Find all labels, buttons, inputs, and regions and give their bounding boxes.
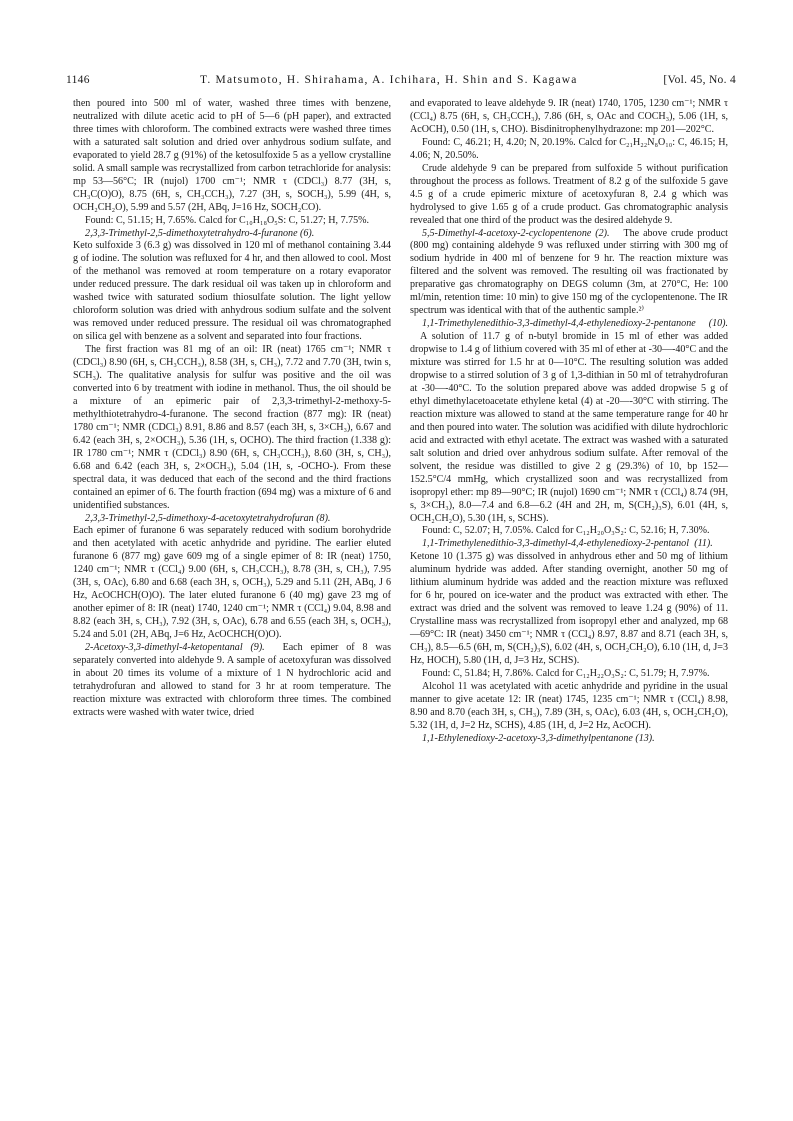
body-paragraph: and evaporated to leave aldehyde 9. IR (neat) 1740, 1705, 1230 cm⁻¹; NMR τ (CCl₄) 8.75 (6H, s, CH₃CCH₃), 7.86 (6H, s, OAc and COCH₃), 5.06 (1H, s, AcOCH), 0.50 (1H, s, CHO). Bisdinitrophenylhydrazone: mp 201—202°C. [410, 98, 728, 135]
body-paragraph: then poured into 500 ml of water, washed three times with benzene, neutralized with dilute acetic acid to pH of 5—6 (pH paper), and extracted three times with chloroform. The combined extracts were washed three times with a saturated salt solution and dried over anhydrous sodium sulfate, and evaporated to yield 28.7 g (91%) of the ketosulfoxide 5 as a yellow crystalline solid. A small sample was recrystallized from carbon tetrachloride for analysis: mp 53—56°C; IR (nujol) 1700 cm⁻¹; NMR τ (CDCl₃) 8.77 (3H, s, CH₃C(O)O), 8.75 (6H, s, CH₃CCH₃), 7.27 (3H, s, SOCH₃), 5.99 (4H, s, OCH₂CH₂O), 5.99 and 5.57 (2H, ABq, J=16 Hz, SOCH₂CO). [73, 98, 391, 213]
analysis-paragraph: Found: C, 46.21; H, 4.20; N, 20.19%. Calcd for C₂₁H₂₂N₈O₁₀: C, 46.15; H, 4.06; N, 20.50%. [410, 136, 728, 161]
right-column [410, 98, 728, 746]
body-paragraph: Each epimer of furanone 6 was separately reduced with sodium borohydride and then acetylated with acetic anhydride and pyridine. The earlier eluted furanone 6 (877 mg) gave 609 mg of a single epimer of 8: IR (neat) 1750, 1240 cm⁻¹; NMR τ (CCl₄) 9.00 (6H, s, CH₃CCH₃), 8.78 (3H, s, CH₃), 7.95 (3H, s, OAc), 6.80 and 6.68 (each 3H, s, OCH₃), 5.29 and 5.11 (2H, ABq, J 6 Hz, AcOCHCH(O)O). The later eluted furanone 6 (40 mg) gave 23 mg of another epimer of 8: IR (neat) 1740, 1240 cm⁻¹; NMR τ (CCl₄) 9.04, 8.98 and 8.82 (each 3H, s, CH₃), 7.92 (3H, s, OAc), 6.78 and 6.55 (each 3H, s, OCH₃), 5.24 and 5.01 (2H, ABq, J=6 Hz, AcOCHCH(O)O). [73, 525, 391, 641]
section-paragraph [410, 228, 728, 319]
section-paragraph [410, 318, 728, 525]
section-title: 5,5-Dimethyl-4-acetoxy-2-cyclopentenone (2). [422, 227, 610, 239]
analysis-paragraph: Found: C, 52.07; H, 7.05%. Calcd for C₁₂H₂₀O₃S₂: C, 52.16; H, 7.30%. [422, 525, 710, 537]
header-authors: T. Matsumoto, H. Shirahama, A. Ichihara, H. Shin and S. Kagawa [200, 74, 578, 86]
section-title: 2,3,3-Trimethyl-2,5-dimethoxytetrahydro-4-furanone (6). [85, 227, 315, 239]
left-column [73, 98, 391, 720]
section-title: 2,3,3-Trimethyl-2,5-dimethoxy-4-acetoxytetrahydrofuran (8). [85, 512, 331, 524]
body-paragraph: Alcohol 11 was acetylated with acetic anhydride and pyridine in the usual manner to give acetate 12: IR (neat) 1745, 1235 cm⁻¹; NMR τ (CCl₄) 8.98, 8.90 and 8.70 (each 3H, s, CH₃), 7.89 (3H, s, OAc), 6.03 (4H, s, OCH₂CH₂O), 5.32 (1H, d, J=2 Hz, SCHS), 4.85 (1H, d, J=2 Hz, AcOCH). [410, 680, 728, 731]
section-paragraph [410, 538, 728, 668]
body-paragraph: Keto sulfoxide 3 (6.3 g) was dissolved in 120 ml of methanol containing 3.44 g of iodine. The solution was refluxed for 4 hr, and then allowed to cool. Most of the methanol was removed at room temperature on a rotary evaporator under reduced pressure. The dark residual oil was taken up in chloroform and washed twice with saturated sodium thiosulfate solution. The light yellow chloroform solution was dried with anhydrous sodium sulfate and the solvent was removed under reduced pressure. The residual oil was chromatographed on silica gel with benzene as a solvent and separated into four fractions. [73, 240, 391, 343]
body-paragraph: The first fraction was 81 mg of an oil: IR (neat) 1765 cm⁻¹; NMR τ (CDCl₃) 8.90 (6H, s, CH₃CCH₃), 8.58 (3H, s, CH₃), 7.72 and 7.70 (3H, twin s, SCH₃). The qualitative analysis for sulfur was positive and the oil was converted into 6 by treatment with iodine in methanol. Thus, the oil should be a mixture of an epimeric pair of 2,3,3-trimethyl-2-methoxy-5-methylthiotetrahydro-4-furanone. The second fraction (877 mg): IR (neat) 1780 cm⁻¹; NMR (CDCl₃) 8.91, 8.86 and 8.57 (each 3H, s, 3×CH₃), 6.67 and 6.42 (each 3H, s, 2×OCH₃), 5.36 (1H, s, OCHO). The third fraction (1.338 g): IR 1780 cm⁻¹; NMR τ (CDCl₃) 8.90 (6H, s, CH₃CCH₃), 8.60 (3H, s, CH₃), 6.68 and 6.42 (each 3H, s, 2×OCH₃), 5.04 (1H, s, -OCHO-). From these spectral data, it was deduced that each of the second and the third fractions contained an epimer of 6. The fourth fraction (694 mg) was a mixture of 6 and unidentified substances. [73, 344, 391, 511]
section-body: Ketone 10 (1.375 g) was dissolved in anhydrous ether and 50 mg of lithium aluminum hydride was added. After standing overnight, another 50 mg of lithium aluminum hydride was added and the reaction mixture was refluxed for 6 hr, poured on ice-water and the product was extracted with ether. The extract was dried and the solvent was removed to leave 1.24 g (90%) of 11. Crystalline mass was recrystallized from isopropyl ether and analyzed, mp 68—69°C: IR (neat) 3450 cm⁻¹; NMR τ (CCl₄) 8.97, 8.87 and 8.71 (each 3H, s, CH₃), 8.5—6.5 (6H, m, S(CH₂)₃S), 6.02 (4H, s, OCH₂CH₂O), 6.10 (1H, d, J=3 Hz, HOCH), 5.80 (1H, d, J=3 Hz, SCHS). [410, 538, 729, 666]
section-title: 2-Acetoxy-3,3-dimethyl-4-ketopentanal (9). [85, 642, 265, 654]
section-title: 1,1-Trimethylenedithio-3,3-dimethyl-4,4-ethylenedioxy-2-pentanone (10). [422, 318, 728, 330]
analysis-paragraph: Found: C, 51.15; H, 7.65%. Calcd for C₁₀H₁₈O₅S: C, 51.27; H, 7.75%. [85, 214, 370, 226]
section-title: 1,1-Trimethylenedithio-3,3-dimethyl-4,4-ethylenedioxy-2-pentanol (11). [422, 538, 713, 550]
running-header [66, 74, 736, 88]
section-paragraph [73, 642, 391, 720]
body-paragraph: Crude aldehyde 9 can be prepared from sulfoxide 5 without purification throughout the process as follows. Treatment of 8.2 g of the sulfoxide 5 gave 4.5 g of a crude epimeric mixture of acetoxyfuran 8, 2.4 g which was hydrolysed to give 1.65 g of a crude product. Gas chromatographic analysis revealed that one third of the product was the desired aldehyde 9. [410, 162, 728, 226]
header-volume: [Vol. 45, No. 4 [663, 74, 736, 86]
section-body: Each epimer of 8 was separately converted into aldehyde 9. A sample of acetoxyfuran was dissolved in about 20 times its volume of a mixture of 1 N hydrochloric acid and tetrahydrofuran and allowed to stand for 3 hr at room temperature. The reaction mixture was extracted with chloroform three times. The combined extracts were washed with water twice, dried [73, 642, 391, 718]
section-paragraph [73, 513, 391, 526]
section-body: A solution of 11.7 g of n-butyl bromide in 15 ml of ether was added dropwise to 1.4 g of lithium covered with 35 ml of ether at -30—-40°C and the mixture was stirred for 1.5 hr at 0—10°C. The resulting solution was added dropwise to a stirred solution of 3 g of 1,3-dithian in 50 ml of tetrahydrofuran at -30—-40°C. To the solution prepared above was added dropwise 5 g of ethyl dimethylacetoacetate ethylene ketal (4) at -20—-30°C with stirring. The reaction mixture was allowed to stand at the same temperature range for 40 hr and then poured into water. The solution was acidified with dilute hydrochloric acid and extracted with ethyl acetate. The extract was washed with a saturated salt solution and dried over anhydrous sodium sulfate. After removal of the solvent, the residue was distilled to give 2 g (29.3%) of 10, bp 152—152.5°C/4 mmHg, which crystallized soon and was recrystallized from isopropyl ether: mp 89—90°C; IR (nujol) 1690 cm⁻¹; NMR τ (CCl₄) 8.74 (9H, s, 3×CH₃), 8.0—7.4 and 6.8—6.2 (4H and 2H, m, S(CH₂)₃S), 6.01 (4H, s, OCH₂CH₂O), 5.30 (1H, s, SCHS). [410, 331, 728, 524]
page-number: 1146 [66, 74, 90, 86]
section-body: The above crude product (800 mg) containing aldehyde 9 was refluxed under stirring with 300 mg of sodium hydride in 400 ml of benzene for 9 hr. The reaction mixture was filtered and the solvent was removed. The resulting oil was fractionated by preparative gas chromatography on DEGS column (3m, at 270°C, He: 100 ml/min, retention time: 10 min) to give 150 mg of the cyclopentenone. The IR spectrum was identical with that of the authentic sample.²⁾ [410, 227, 728, 317]
analysis-paragraph: Found: C, 51.84; H, 7.86%. Calcd for C₁₂H₂₂O₃S₂: C, 51.79; H, 7.97%. [422, 667, 710, 679]
section-paragraph [73, 228, 391, 241]
section-paragraph [410, 733, 728, 746]
section-title: 1,1-Ethylenedioxy-2-acetoxy-3,3-dimethylpentanone (13). [422, 732, 655, 744]
